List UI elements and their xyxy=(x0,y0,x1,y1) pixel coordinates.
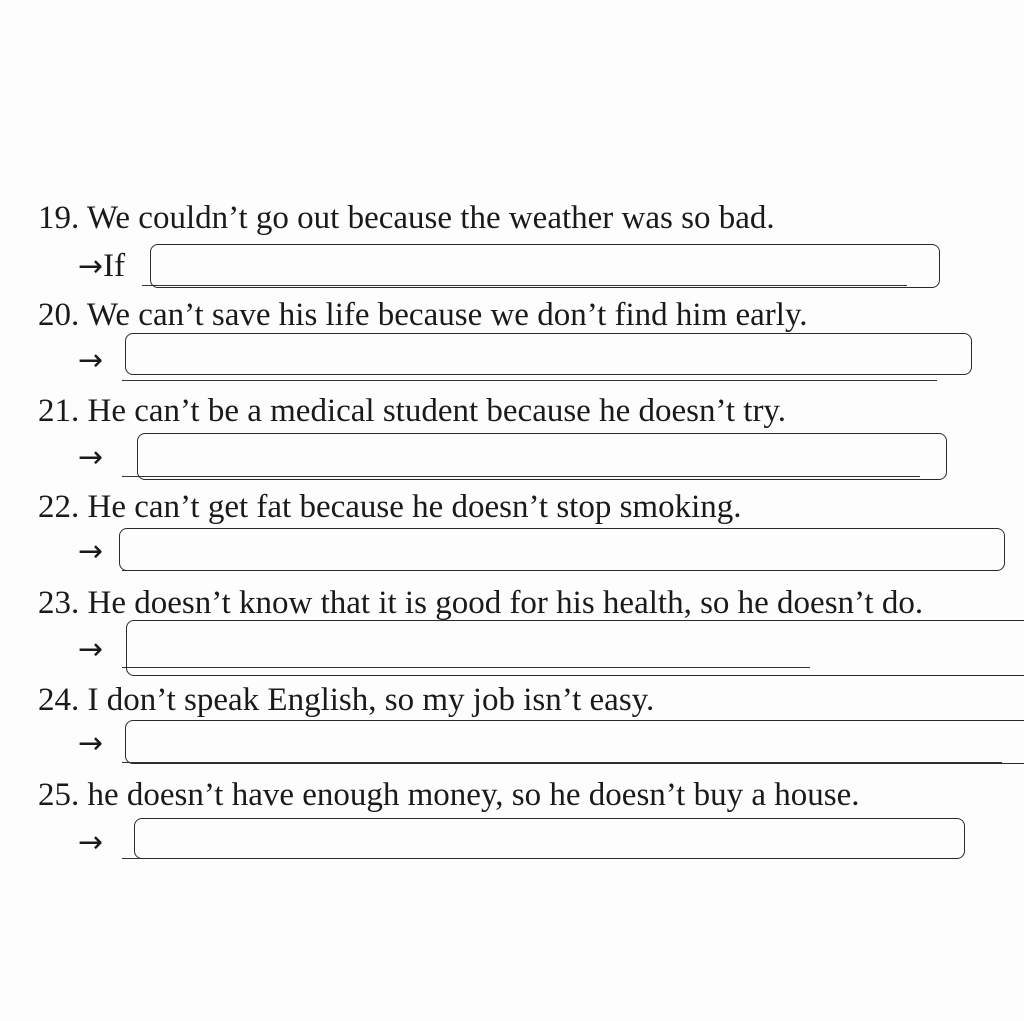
answer-prefix: If xyxy=(103,248,126,284)
question-text: he doesn’t have enough money, so he doesn’t buy a house. xyxy=(87,777,860,813)
answer-arrow-24 xyxy=(78,726,103,762)
question-21 xyxy=(38,391,786,431)
answer-input-19[interactable] xyxy=(150,244,940,288)
question-25 xyxy=(38,775,860,815)
question-23 xyxy=(38,583,923,623)
question-text: He can’t get fat because he doesn’t stop smoking. xyxy=(87,489,742,525)
arrow-icon: → xyxy=(78,726,104,761)
question-19 xyxy=(38,198,775,238)
arrow-icon: → xyxy=(78,632,104,667)
arrow-icon: → xyxy=(78,440,104,475)
arrow-icon: → xyxy=(78,534,104,569)
answer-input-22[interactable] xyxy=(119,528,1005,571)
question-text: He can’t be a medical student because he doesn’t try. xyxy=(87,393,787,429)
answer-input-24[interactable] xyxy=(125,720,1024,764)
arrow-icon: → xyxy=(78,249,104,284)
arrow-icon: → xyxy=(78,825,104,860)
answer-arrow-23 xyxy=(78,632,103,668)
answer-underline xyxy=(122,380,937,381)
answer-arrow-19 xyxy=(78,248,125,285)
question-text: We couldn’t go out because the weather was so bad. xyxy=(86,200,775,236)
arrow-icon: → xyxy=(78,343,104,378)
answer-input-23[interactable] xyxy=(126,620,1024,676)
question-text: We can’t save his life because we don’t find him early. xyxy=(86,297,808,333)
question-number: 20. xyxy=(38,297,80,333)
question-text: I don’t speak English, so my job isn’t easy. xyxy=(87,682,655,718)
answer-input-21[interactable] xyxy=(137,433,947,480)
question-text: He doesn’t know that it is good for his health, so he doesn’t do. xyxy=(87,585,924,621)
answer-arrow-22 xyxy=(78,534,103,570)
answer-arrow-20 xyxy=(78,343,103,379)
question-number: 21. xyxy=(38,393,80,429)
answer-arrow-25 xyxy=(78,825,103,861)
question-24 xyxy=(38,680,654,720)
question-number: 23. xyxy=(38,585,80,621)
answer-input-20[interactable] xyxy=(125,333,972,375)
question-20 xyxy=(38,295,808,335)
question-number: 24. xyxy=(38,682,80,718)
question-number: 22. xyxy=(38,489,80,525)
answer-arrow-21 xyxy=(78,440,103,476)
question-number: 25. xyxy=(38,777,80,813)
question-number: 19. xyxy=(38,200,80,236)
question-22 xyxy=(38,487,742,527)
answer-input-25[interactable] xyxy=(134,818,965,859)
